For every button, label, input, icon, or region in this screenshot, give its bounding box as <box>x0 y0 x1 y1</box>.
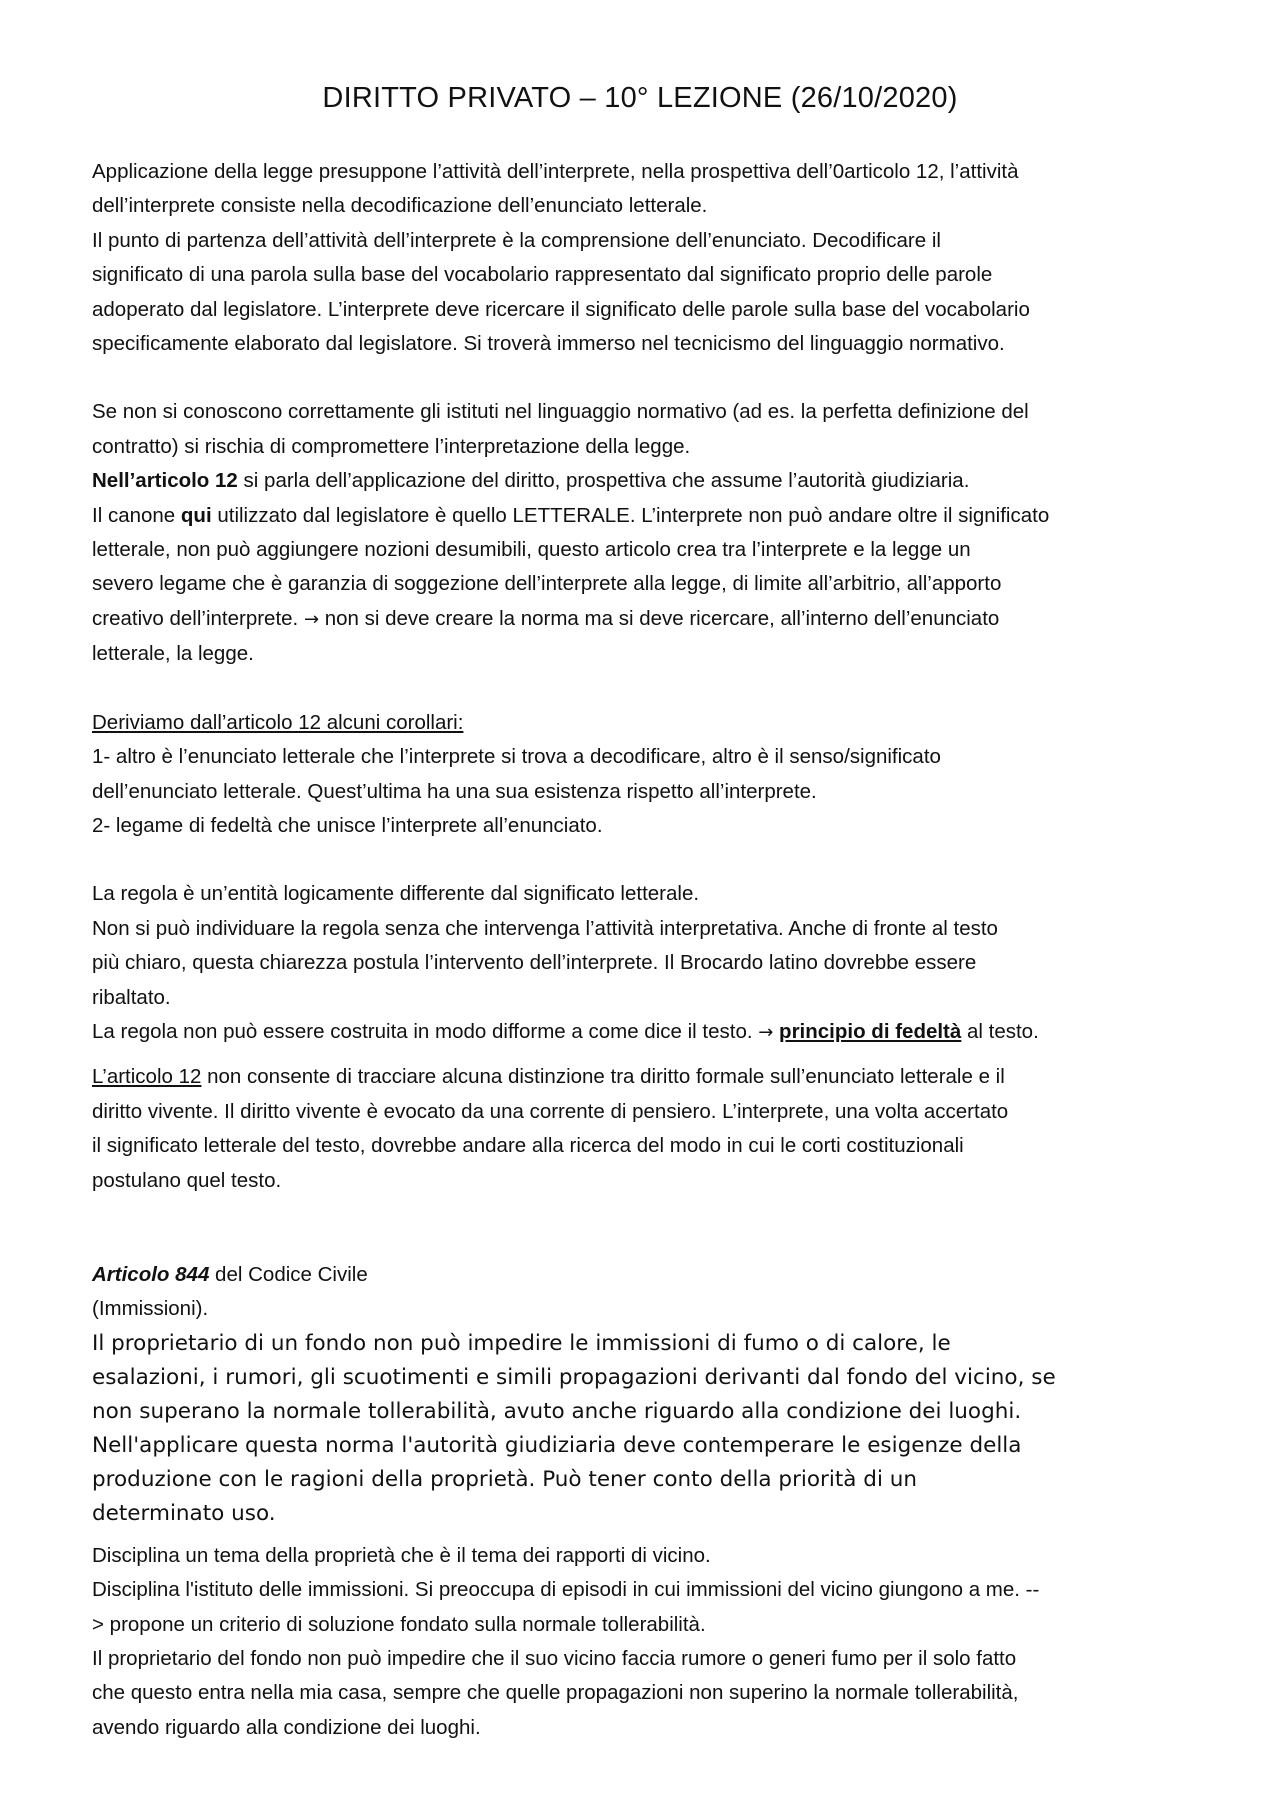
text-line: avendo riguardo alla condizione dei luoghi. <box>92 1715 481 1739</box>
text-line: Disciplina un tema della proprietà che è il tema dei rapporti di vicino. <box>92 1543 711 1567</box>
article-844-heading: Articolo 844 <box>92 1262 210 1286</box>
text-span: si parla dell’applicazione del diritto, prospettiva che assume l’autorità giudiziaria. <box>237 469 970 493</box>
text-line <box>92 499 1188 533</box>
text-line: 2- legame di fedeltà che unisce l’interprete all’enunciato. <box>92 813 603 837</box>
text-line: contratto) si rischia di compromettere l’interpretazione della legge. <box>92 434 691 458</box>
text-span: La regola non può essere costruita in modo difforme a come dice il testo. <box>92 1019 759 1043</box>
text-line: più chiaro, questa chiarezza postula l’intervento dell’interprete. Il Brocardo latino dovrebbe essere <box>92 951 977 975</box>
text-span: Il canone <box>92 503 181 527</box>
text-span: non consente di tracciare alcuna distinzione tra diritto formale sull’enunciato letterale e il <box>201 1065 1005 1089</box>
article-12-underlined: L’articolo 12 <box>92 1065 202 1089</box>
text-line <box>92 1015 1188 1050</box>
text-line: La regola è un’entità logicamente differente dal significato letterale. <box>92 882 700 906</box>
text-line: Il punto di partenza dell’attività dell’interprete è la comprensione dell’enunciato. Decodificare il <box>92 228 941 252</box>
text-line: adoperato dal legislatore. L’interprete deve ricercare il significato delle parole sulla base del vocabolario <box>92 297 1030 321</box>
text-line: Il proprietario del fondo non può impedire che il suo vicino faccia rumore o generi fumo per il solo fatto <box>92 1647 1017 1670</box>
text-line: Non si può individuare la regola senza che intervenga l’attività interpretativa. Anche di fronte al testo <box>92 916 998 940</box>
quote-line: esalazioni, i rumori, gli scuotimenti e simili propagazioni derivanti dal fondo del vicino, se <box>92 1364 1056 1390</box>
quote-line: determinato uso. <box>92 1500 276 1526</box>
quote-line: non superano la normale tollerabilità, avuto anche riguardo alla condizione dei luoghi. <box>92 1398 1022 1424</box>
corollaries-heading: Deriviamo dall’articolo 12 alcuni corollari: <box>92 710 464 734</box>
quote-line: produzione con le ragioni della proprietà. Può tener conto della priorità di un <box>92 1466 918 1492</box>
text-line: diritto vivente. Il diritto vivente è evocato da una corrente di pensiero. L’interprete, una volta accertato <box>92 1099 1009 1123</box>
text-span: creativo dell’interprete. <box>92 606 304 630</box>
article-12-paragraph <box>92 395 1188 671</box>
principio-fedelta-emphasis: principio di fedeltà <box>779 1019 962 1043</box>
text-line: dell’interprete consiste nella decodificazione dell’enunciato letterale. <box>92 194 708 218</box>
text-line: severo legame che è garanzia di soggezione dell’interprete alla legge, di limite all’arbitrio, all’apporto <box>92 572 1002 596</box>
corollaries-section <box>92 706 1188 844</box>
text-line: postulano quel testo. <box>92 1168 282 1192</box>
text-line: letterale, la legge. <box>92 642 254 666</box>
text-span: al testo. <box>961 1019 1039 1043</box>
text-line: specificamente elaborato dal legislatore. Si troverà immerso nel tecnicismo del linguaggio normativo. <box>92 332 1005 356</box>
arrow-right-icon: → <box>303 608 320 630</box>
diritto-vivente-paragraph <box>92 1060 1188 1198</box>
article-844-quote <box>92 1327 1188 1531</box>
text-line: il significato letterale del testo, dovrebbe andare alla ricerca del modo in cui le corti costituzionali <box>92 1134 964 1158</box>
text-line <box>92 464 1188 498</box>
text-line: Applicazione della legge presuppone l’attività dell’interprete, nella prospettiva dell’0articolo 12, l’attività <box>92 160 1019 183</box>
text-line: 1- altro è l’enunciato letterale che l’interprete si trova a decodificare, altro è il senso/significato <box>92 745 941 769</box>
text-span: del Codice Civile <box>209 1262 368 1286</box>
regola-paragraph <box>92 877 1188 1050</box>
text-line: ribaltato. <box>92 985 171 1009</box>
commentary-paragraph <box>92 1539 1188 1745</box>
text-line: dell’enunciato letterale. Quest’ultima ha una sua esistenza rispetto all’interprete. <box>92 779 817 803</box>
text-line: Disciplina l'istituto delle immissioni. Si preoccupa di episodi in cui immissioni del vicino giungono a me. -- <box>92 1578 1040 1602</box>
text-span: non si deve creare la norma ma si deve ricercare, all’interno dell’enunciato <box>319 606 1000 630</box>
text-span: utilizzato dal legislatore è quello LETTERALE. L’interprete non può andare oltre il significato <box>211 503 1050 527</box>
text-line: > propone un criterio di soluzione fondato sulla normale tollerabilità. <box>92 1612 706 1636</box>
article-844-section <box>92 1258 1188 1327</box>
text-line <box>92 1258 1188 1292</box>
article-subheading: (Immissioni). <box>92 1297 209 1321</box>
qui-bold: qui <box>180 503 212 527</box>
text-line: significato di una parola sulla base del vocabolario rappresentato dal significato proprio delle parole <box>92 263 993 287</box>
text-line <box>92 1060 1188 1094</box>
article-12-bold: Nell’articolo 12 <box>92 469 238 493</box>
text-line <box>92 602 1188 637</box>
text-line: Se non si conoscono correttamente gli istituti nel linguaggio normativo (ad es. la perfetta definizione del <box>92 400 1029 424</box>
text-line: che questo entra nella mia casa, sempre che quelle propagazioni non superino la normale tollerabilità, <box>92 1681 1019 1705</box>
intro-paragraph <box>92 155 1188 361</box>
quote-line: Il proprietario di un fondo non può impedire le immissioni di fumo o di calore, le <box>92 1330 951 1356</box>
arrow-right-icon: → <box>758 1021 774 1043</box>
page-title: DIRITTO PRIVATO – 10° LEZIONE (26/10/2020) <box>322 82 958 114</box>
text-line: letterale, non può aggiungere nozioni desumibili, questo articolo crea tra l’interprete e la legge un <box>92 538 971 562</box>
quote-line: Nell'applicare questa norma l'autorità giudiziaria deve contemperare le esigenze della <box>92 1432 1022 1458</box>
